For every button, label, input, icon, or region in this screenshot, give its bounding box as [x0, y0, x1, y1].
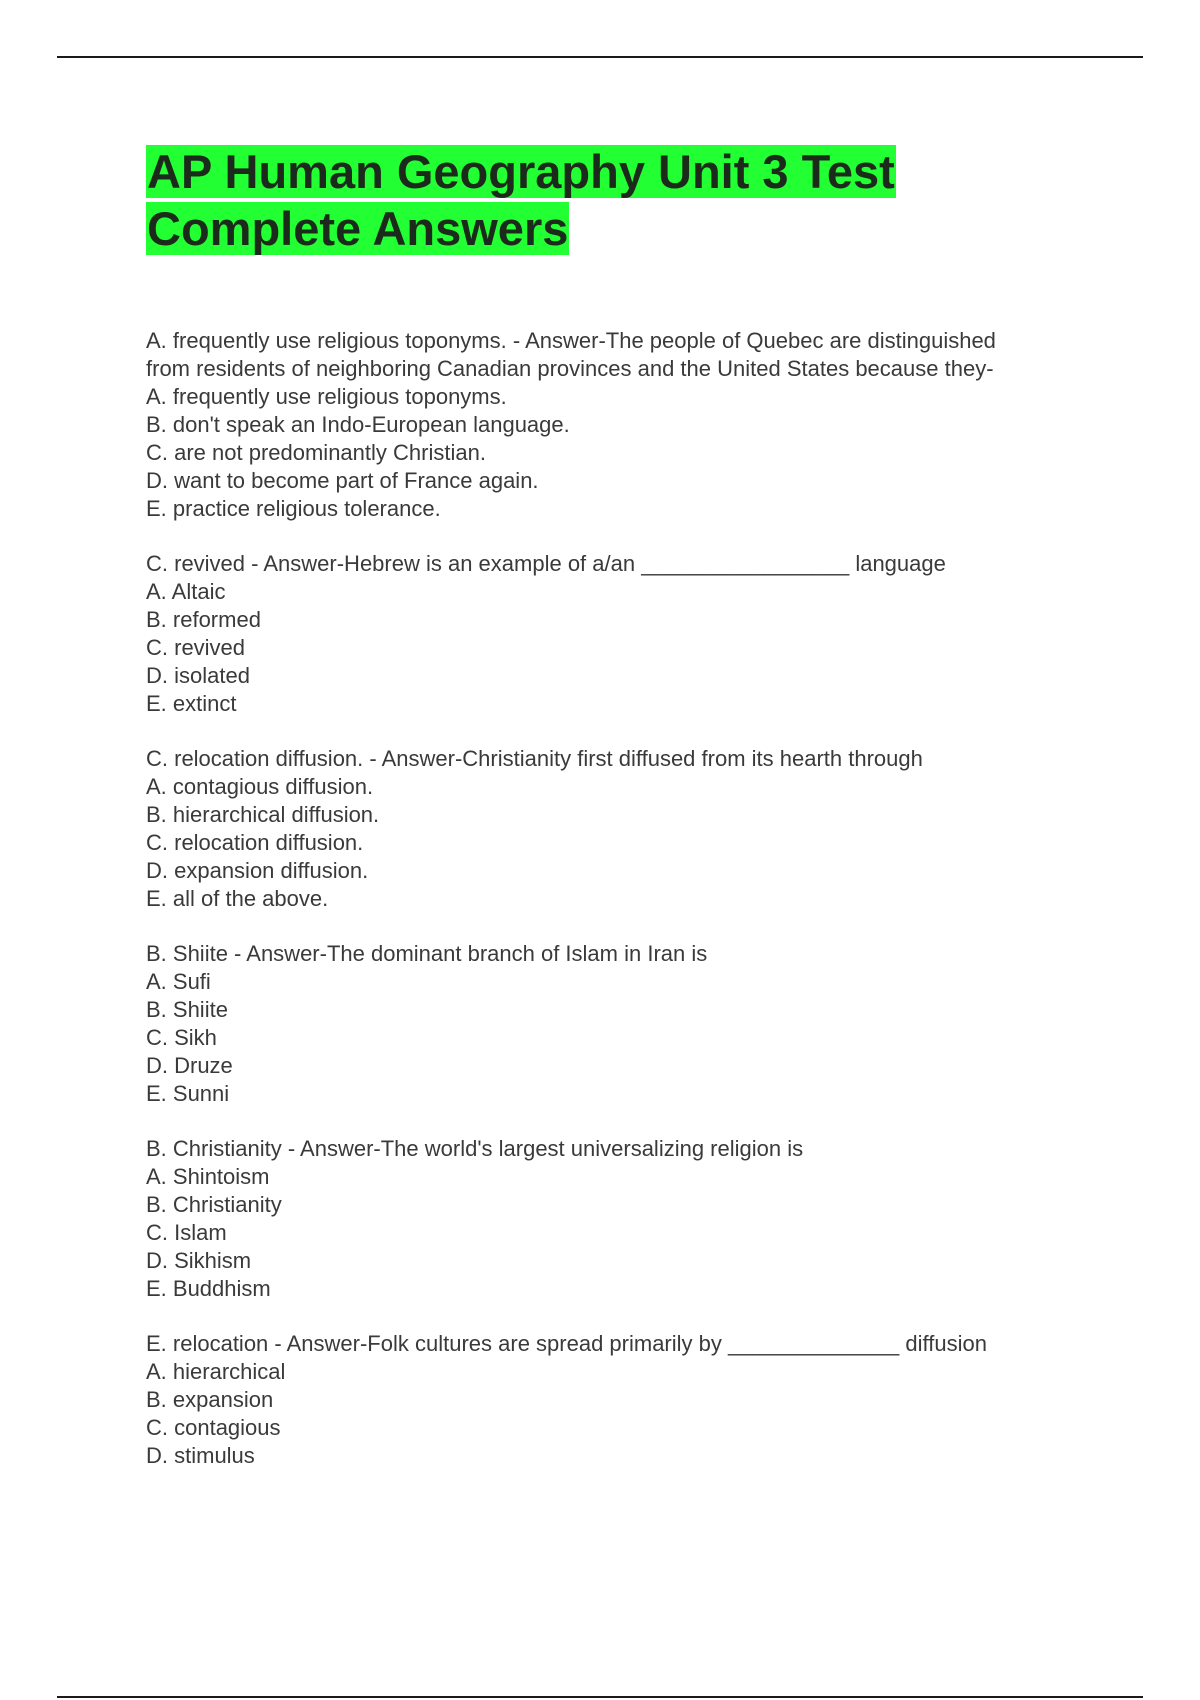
answer-option: E. extinct [146, 691, 237, 716]
question-block [146, 940, 1046, 1108]
answer-option: D. expansion diffusion. [146, 858, 369, 883]
document-body [146, 143, 1046, 1497]
answer-option: A. Sufi [146, 969, 211, 994]
answer-option: A. Shintoism [146, 1164, 270, 1189]
answer-option: C. revived [146, 635, 246, 660]
answer-option: C. Sikh [146, 1025, 217, 1050]
title-line-1: AP Human Geography Unit 3 Test [147, 145, 895, 198]
bottom-rule [57, 1696, 1143, 1698]
answer-option: B. don't speak an Indo-European language. [146, 412, 570, 437]
question-block [146, 550, 1046, 718]
question-block [146, 1135, 1046, 1303]
title-line-2: Complete Answers [147, 202, 569, 255]
answer-option: E. practice religious tolerance. [146, 496, 441, 521]
answer-option: E. all of the above. [146, 886, 329, 911]
answer-option: D. stimulus [146, 1443, 255, 1468]
answer-option: A. Altaic [146, 579, 226, 604]
top-rule [57, 56, 1143, 58]
question-stem: C. relocation diffusion. - Answer-Christianity first diffused from its hearth through [146, 746, 923, 771]
question-stem: E. relocation - Answer-Folk cultures are spread primarily by ______________ diffusion [146, 1331, 987, 1356]
question-block [146, 327, 1046, 523]
question-stem: B. Shiite - Answer-The dominant branch of Islam in Iran is [146, 941, 708, 966]
question-stem: A. frequently use religious toponyms. - Answer-The people of Quebec are distinguished from residents of neighboring Canadian provinces and the United States because they- [146, 328, 996, 381]
question-block [146, 745, 1046, 913]
answer-option: A. contagious diffusion. [146, 774, 374, 799]
question-stem: C. revived - Answer-Hebrew is an example of a/an _________________ language [146, 551, 946, 576]
answer-option: D. Druze [146, 1053, 233, 1078]
answer-option: B. Shiite [146, 997, 228, 1022]
answer-option: C. Islam [146, 1220, 227, 1245]
answer-option: D. isolated [146, 663, 250, 688]
answer-option: C. are not predominantly Christian. [146, 440, 486, 465]
answer-option: A. frequently use religious toponyms. [146, 384, 507, 409]
question-block [146, 1330, 1046, 1470]
answer-option: A. hierarchical [146, 1359, 286, 1384]
document-title [146, 143, 1046, 257]
answer-option: D. want to become part of France again. [146, 468, 539, 493]
answer-option: B. Christianity [146, 1192, 282, 1217]
answer-option: E. Buddhism [146, 1276, 271, 1301]
answer-option: B. expansion [146, 1387, 274, 1412]
answer-option: E. Sunni [146, 1081, 230, 1106]
answer-option: B. hierarchical diffusion. [146, 802, 380, 827]
answer-option: B. reformed [146, 607, 261, 632]
answer-option: C. relocation diffusion. [146, 830, 364, 855]
answer-option: D. Sikhism [146, 1248, 252, 1273]
question-list [146, 327, 1046, 1470]
answer-option: C. contagious [146, 1415, 281, 1440]
question-stem: B. Christianity - Answer-The world's largest universalizing religion is [146, 1136, 804, 1161]
